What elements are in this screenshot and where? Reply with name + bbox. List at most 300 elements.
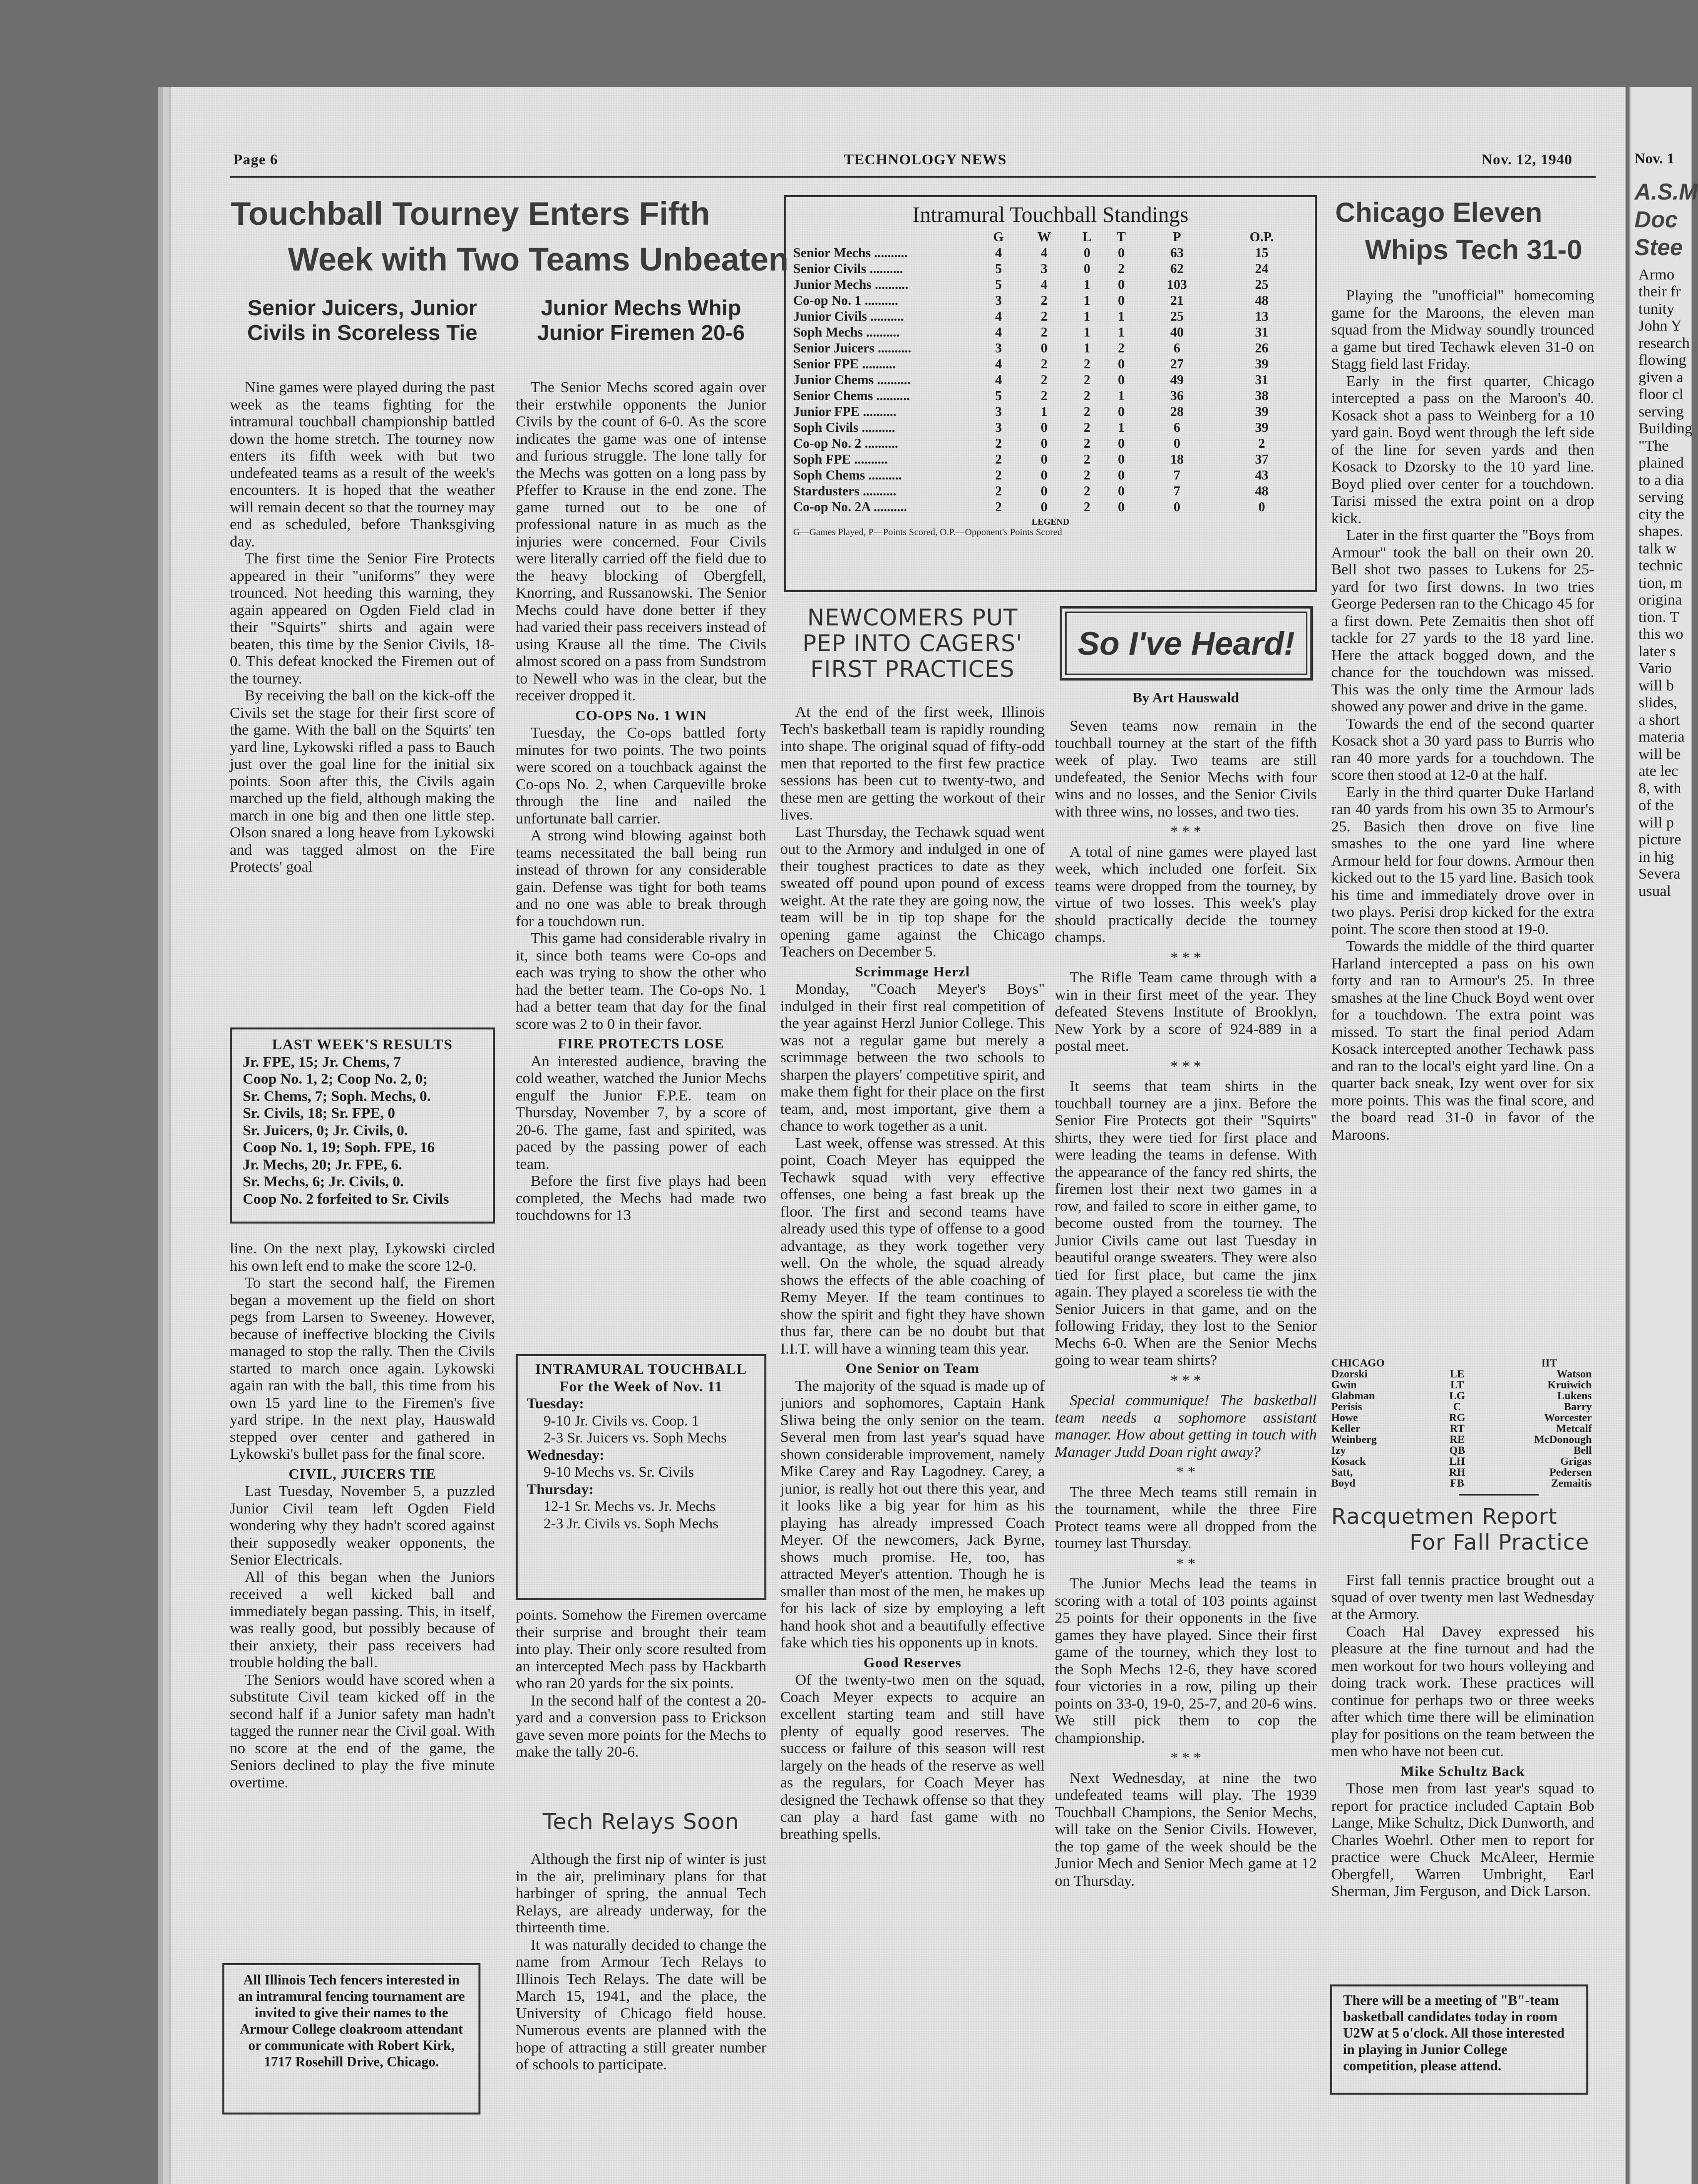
paragraph: It seems that team shirts in the touchball tourney are a jinx. Before the Senior Fire Protects got their "Squirts" shirts, they were tied for first place and were leading the teams in defense. With the appearance of the fancy red shirts, the firemen lost their next two games in a row, and failed to score in either game, to become ousted from the tourney. The Junior Civils came out last Tuesday in beautiful orange sweaters. They were also tied for first place, but came the jinx again. They played a scoreless tie with the Senior Juicers in that game, and on the following Friday, they lost to the Senior Mechs 6-0. When are the Senior Mechs going to wear team shirts? xyxy=(1055,1077,1317,1368)
adjacent-headline: Doc xyxy=(1634,206,1678,232)
stat-cell: 0 xyxy=(1118,356,1125,371)
separator-stars: * * * xyxy=(1170,822,1201,840)
stat-cell: 0 xyxy=(1118,483,1125,498)
game-lineup xyxy=(1331,1358,1592,1489)
stat-cell: 1 xyxy=(1040,404,1048,419)
stat-cell: 0 xyxy=(1118,404,1125,419)
iit-player: Kruiwich xyxy=(1547,1378,1592,1391)
separator-stars: * * xyxy=(1176,1554,1196,1572)
last-weeks-results-box xyxy=(230,1027,495,1224)
chicago-player: Glabman xyxy=(1331,1389,1375,1402)
adjacent-text-line: picture xyxy=(1638,830,1682,848)
paragraph: points. Somehow the Firemen overcame their surprise and brought their team into play. Their only score resulted from an intercepted Mech pass by Hackbarth who ran 20 yards for the six points. xyxy=(516,1606,766,1692)
stat-cell: 38 xyxy=(1255,388,1269,403)
main-headline-line1: Touchball Tourney Enters Fifth xyxy=(231,195,710,232)
fencing-notice-box xyxy=(222,1963,480,2115)
stat-cell: 5 xyxy=(995,261,1002,276)
team-name: Soph Civils .......... xyxy=(793,420,895,435)
stat-cell: 0 xyxy=(1258,499,1265,514)
position: LG xyxy=(1449,1389,1465,1402)
stat-cell: 7 xyxy=(1173,483,1180,498)
adjacent-text-line: this wo xyxy=(1638,625,1684,642)
paragraph: Although the first nip of winter is just in the air, preliminary plans for that harbinger of spring, the annual Tech Relays, are already underway, for the thirteenth time. xyxy=(516,1850,766,1936)
adjacent-headline: Stee xyxy=(1634,234,1683,260)
result-line: Jr. Mechs, 20; Jr. FPE, 6. xyxy=(243,1156,403,1173)
lineup-row xyxy=(1331,1434,1592,1445)
section-subhead: CO-OPS No. 1 WIN xyxy=(575,707,707,724)
adjacent-page xyxy=(1629,87,1698,2184)
stat-cell: 2 xyxy=(1040,293,1048,308)
adjacent-text-line: serving xyxy=(1638,402,1684,420)
team-name: Junior Mechs .......... xyxy=(793,277,909,292)
result-line: Sr. Civils, 18; Sr. FPE, 0 xyxy=(243,1105,395,1121)
stat-cell: 1 xyxy=(1084,341,1090,355)
stat-cell: 1 xyxy=(1084,293,1090,308)
so-ive-heard-title: So I've Heard! xyxy=(1060,606,1313,681)
chicago-player: Perisis xyxy=(1331,1400,1362,1413)
iit-player: Barry xyxy=(1563,1400,1592,1413)
paragraph: Those men from last year's squad to report for practice included Captain Bob Lange, Mike Schultz, Dick Dunworth, and Charles Woehrl. Other men to report for practice were Chuck McAleer, Hermie Obergfell, Warren Umbright, Earl Sherman, Jim Ferguson, and Dick Larson. xyxy=(1331,1779,1594,1900)
standings-row xyxy=(793,483,1308,499)
team-name: Soph Mechs .......... xyxy=(793,325,900,340)
stat-cell: 49 xyxy=(1170,372,1184,387)
team-name: Junior Chems .......... xyxy=(793,372,911,387)
position: RH xyxy=(1449,1466,1466,1478)
paragraph: line. On the next play, Lykowski circled his own left end to make the score 12-0. xyxy=(230,1239,495,1274)
separator-stars: * * * xyxy=(1170,1057,1201,1075)
team-name: Junior Civils .......... xyxy=(793,309,904,324)
chicago-headline-line2: Whips Tech 31-0 xyxy=(1365,234,1582,265)
standings-row xyxy=(793,419,1308,435)
chicago-player: Kosack xyxy=(1331,1455,1366,1467)
stat-cell: 2 xyxy=(1084,452,1090,467)
paragraph: Early in the first quarter, Chicago intercepted a pass on the Maroon's 40. Kosack shot a pass to Weinberg for a 10 yard gain. Boyd went through the left side of the line for seven yards and then Kosack to Dzorsky to the 10 yard line. Boyd plied over center for a touchdown. Tarisi missed the extra point on a drop kick. xyxy=(1331,372,1594,527)
section-subhead: Mike Schultz Back xyxy=(1400,1763,1525,1779)
schedule-game: 2-3 Sr. Juicers vs. Soph Mechs xyxy=(543,1430,727,1446)
tech-relays-headline: Tech Relays Soon xyxy=(543,1809,740,1835)
headline-line: FIRST PRACTICES xyxy=(810,656,1015,682)
adjacent-text-line: in hig xyxy=(1638,847,1674,865)
adjacent-text-line: shapes. xyxy=(1638,522,1684,540)
standings-row xyxy=(793,467,1308,483)
adjacent-text-line: Building xyxy=(1638,419,1693,437)
stat-cell: 2 xyxy=(1084,468,1090,482)
stat-cell: 0 xyxy=(1118,452,1125,467)
adjacent-text-line: city the xyxy=(1638,505,1685,523)
team-name: Soph FPE .......... xyxy=(793,452,888,467)
subhead-line: Junior Firemen 20-6 xyxy=(537,321,745,345)
stat-cell: 36 xyxy=(1170,388,1184,403)
team-name: Senior Chems .......... xyxy=(793,388,910,403)
team-name: Senior FPE .......... xyxy=(793,356,896,371)
paragraph: The Rifle Team came through with a win in their first meet of the year. They defeated Stevens Institute of Brooklyn, New York by a score of 924-889 in a postal meet. xyxy=(1055,968,1317,1054)
lineup-row xyxy=(1331,1467,1592,1478)
chicago-player: Gwin xyxy=(1331,1378,1357,1391)
column-header: G xyxy=(993,229,1004,244)
chicago-player: Boyd xyxy=(1331,1477,1356,1489)
stat-cell: 15 xyxy=(1255,245,1269,260)
stat-cell: 27 xyxy=(1170,356,1184,371)
standings-row xyxy=(793,435,1308,451)
chicago-player: Izy xyxy=(1331,1444,1346,1456)
adjacent-text-line: a short xyxy=(1638,710,1680,728)
stat-cell: 0 xyxy=(1118,499,1125,514)
section-subhead: CIVIL, JUICERS TIE xyxy=(288,1466,436,1482)
adjacent-text-line: research xyxy=(1638,334,1690,351)
schedule-list xyxy=(527,1395,755,1532)
paragraph: Seven teams now remain in the touchball tourney at the start of the fifth week of play. Two teams are still undefeated, the Senior Mechs with four wins and no losses, and the Senior Civils with three wins, no losses, and two ties. xyxy=(1055,717,1317,820)
paragraph: The majority of the squad is made up of juniors and sophomores, Captain Hank Sliwa being the only senior on the team. Several men from last year's squad have shown considerable improvement, namely Mike Carey and Ray Lagodney. Carey, a junior, is really hot out there this year, and it looks like a big year for him as his playing has already impressed Coach Meyer. Of the newcomers, Jack Byrne, shows much promise. He, too, has attracted Meyer's attention. Though he is smaller than most of the men, he makes up for his lack of size by employing a left hand hook shot and a beautifully effective fake which ties his opponents up in knots. xyxy=(780,1376,1045,1651)
stat-cell: 0 xyxy=(1173,499,1180,514)
result-line: Sr. Mechs, 6; Jr. Civils, 0. xyxy=(243,1173,404,1190)
col5-article-a xyxy=(1331,287,1594,1143)
adjacent-text-line: technic xyxy=(1638,556,1683,574)
paragraph: Later in the first quarter the "Boys from Armour" took the ball on their own 20. Bell shot two passes to Lukens for 25-yard for two first downs. In two tries George Pedersen ran to the Chicago 45 for a first down. Pete Zemaitis then shot off tackle for 27 yards to the 18 yard line. Here the attack bogged down, and the chance for the touchdown was missed. This was the only time the Armour lads showed any power and drive in the game. xyxy=(1331,526,1594,715)
stat-cell: 103 xyxy=(1167,277,1187,292)
lineup-row xyxy=(1331,1445,1592,1456)
stat-cell: 40 xyxy=(1170,325,1184,340)
stat-cell: 25 xyxy=(1170,309,1184,324)
paragraph: Last week, offense was stressed. At this point, Coach Meyer has equipped the Techawk squad with very effective offenses, one being a fast break up the floor. The first and second teams have already used this type of offense to a good advantage, as they work together very well. On the whole, the squad already shows the effects of the able coaching of Remy Meyer. If the team continues to show the spirit and fight they have shown thus far, there can be no doubt but that I.I.T. will have a winning team this year. xyxy=(780,1134,1045,1357)
stat-cell: 1 xyxy=(1118,388,1125,403)
racquetmen-headline-line2: For Fall Practice xyxy=(1410,1530,1590,1555)
adjacent-text-line: ate lec xyxy=(1638,762,1679,779)
subhead-line: Senior Juicers, Junior xyxy=(247,296,477,320)
paragraph: The Junior Mechs lead the teams in scoring with a total of 103 points against 25 points for their opponents in the five games they have played. Since their first game of the tourney, which they lost to the Soph Mechs 12-6, they have scored four victories in a row, piling up their points on 33-0, 19-0, 25-7, and 20-6 wins. We still pick them to cop the championship. xyxy=(1055,1574,1317,1746)
adjacent-text-line: materia xyxy=(1638,728,1685,745)
paragraph: All of this began when the Juniors received a well kicked ball and immediately began passing. This, in itself, was really good, but possibly because of their anxiety, their pass receivers had trouble holding the ball. xyxy=(230,1568,495,1671)
paragraph: At the end of the first week, Illinois Tech's basketball team is rapidly rounding into shape. The original squad of fifty-odd men that reported to the first few practice sessions has been cut to twenty-two, and these men are getting the workout of their lives. xyxy=(780,703,1045,823)
chicago-player: Dzorski xyxy=(1331,1367,1368,1380)
stat-cell: 1 xyxy=(1084,277,1090,292)
paragraph: In the second half of the contest a 20-yard and a conversion pass to Erickson gave seven more points for the Mechs to make the tally 20-6. xyxy=(516,1691,766,1760)
paragraph: Coach Hal Davey expressed his pleasure at the fine turnout and had the men workout for two hours volleying and doing track work. These practices will continue for perhaps two or three weeks after which time there will be elimination play for positions on the team between the men who have not been cut. xyxy=(1331,1622,1594,1760)
col2-subhead xyxy=(516,296,766,345)
standings-title: Intramural Touchball Standings xyxy=(912,203,1189,227)
result-line: Coop No. 1, 19; Soph. FPE, 16 xyxy=(243,1139,435,1156)
column-header: L xyxy=(1082,229,1091,244)
standings-table xyxy=(793,229,1308,515)
adjacent-text-line: talk w xyxy=(1638,539,1677,557)
team-name: Senior Civils .......... xyxy=(793,261,903,276)
adjacent-text-line: slides, xyxy=(1638,693,1678,711)
stat-cell: 3 xyxy=(995,341,1002,355)
schedule-title: INTRAMURAL TOUCHBALL xyxy=(535,1361,747,1377)
adjacent-page-date: Nov. 1 xyxy=(1634,150,1675,167)
standings-row xyxy=(793,451,1308,467)
divider xyxy=(1459,1494,1539,1496)
schedule-day: Tuesday: xyxy=(527,1395,584,1412)
adjacent-text-line: plained xyxy=(1638,454,1684,471)
paragraph: First fall tennis practice brought out a squad of over twenty men last Wednesday at the Armory. xyxy=(1331,1571,1594,1623)
stat-cell: 18 xyxy=(1170,452,1184,467)
stat-cell: 2 xyxy=(1084,483,1090,498)
results-title: LAST WEEK'S RESULTS xyxy=(272,1036,453,1053)
stat-cell: 2 xyxy=(1040,325,1048,340)
col1-article-b xyxy=(230,1240,495,1791)
subhead-line: Civils in Scoreless Tie xyxy=(247,321,477,345)
position: C xyxy=(1453,1400,1461,1413)
iit-player: Lukens xyxy=(1557,1389,1592,1402)
standings-row xyxy=(793,324,1308,340)
result-line: Coop No. 2 forfeited to Sr. Civils xyxy=(243,1190,449,1207)
separator-stars: * * * xyxy=(1170,948,1201,966)
paragraph: It was naturally decided to change the name from Armour Tech Relays to Illinois Tech Relays. The date will be March 15, 1941, and the place, the University of Chicago field house. Numerous events are planned with the hope of attracting a still greater number of schools to participate. xyxy=(516,1935,766,2073)
stat-cell: 13 xyxy=(1255,309,1269,324)
stat-cell: 0 xyxy=(1040,483,1048,498)
stat-cell: 0 xyxy=(1040,452,1048,467)
page-number: Page 6 xyxy=(233,151,278,168)
subhead-line: Junior Mechs Whip xyxy=(541,296,742,320)
section-subhead: Good Reserves xyxy=(863,1654,962,1671)
position: FB xyxy=(1450,1477,1464,1489)
main-headline-line2: Week with Two Teams Unbeaten xyxy=(288,241,789,277)
chicago-headline-line1: Chicago Eleven xyxy=(1335,197,1543,228)
stat-cell: 2 xyxy=(1118,341,1125,355)
lineup-row xyxy=(1331,1368,1592,1379)
stat-cell: 39 xyxy=(1255,356,1269,371)
paragraph: Monday, "Coach Meyer's Boys" indulged in their first real competition of the year against Herzl Junior College. This was not a regular game but merely a scrimmage between the two schools to sharpen the players' competitive spirit, and make them fight for their place on the first team, and, most important, give them a chance to work together as a unit. xyxy=(780,980,1045,1134)
position: RT xyxy=(1449,1422,1465,1434)
separator-stars: * * xyxy=(1176,1463,1196,1480)
paragraph: Of the twenty-two men on the squad, Coach Meyer expects to acquire an excellent starting team and still have plenty of equally good reserves. The success or failure of this season will rest largely on the heads of the reserve as well as the regulars, for Coach Meyer has designed the Techawk offense so that they can play a hard fast game with no breathing spells. xyxy=(780,1671,1045,1843)
adjacent-text-line: John Y xyxy=(1638,317,1682,334)
team-name: Co-op No. 1 .......... xyxy=(793,293,898,308)
stat-cell: 2 xyxy=(1084,388,1090,403)
result-line: Sr. Juicers, 0; Jr. Civils, 0. xyxy=(243,1122,408,1139)
stat-cell: 2 xyxy=(1040,372,1048,387)
header-rule xyxy=(230,176,1596,178)
lineup-row xyxy=(1331,1379,1592,1390)
standings-row xyxy=(793,356,1308,372)
paragraph: The Seniors would have scored when a substitute Civil team kicked off in the second half if a Junior safety man hadn't tagged the runner near the Civil goal. With no score at the end of the game, the Seniors declined to play the five minute overtime. xyxy=(230,1670,495,1791)
issue-date: Nov. 12, 1940 xyxy=(1482,151,1573,168)
standings-row xyxy=(793,276,1308,292)
col1-article-a xyxy=(230,379,495,876)
iit-player: Pedersen xyxy=(1549,1466,1592,1478)
results-list xyxy=(243,1054,482,1208)
stat-cell: 39 xyxy=(1255,420,1269,435)
stat-cell: 0 xyxy=(1118,468,1125,482)
stat-cell: 3 xyxy=(995,420,1002,435)
team-name: Senior Juicers .......... xyxy=(793,341,911,355)
adjacent-text-line: will b xyxy=(1638,676,1674,694)
position: RE xyxy=(1449,1433,1465,1445)
adjacent-text-line: usual xyxy=(1638,882,1671,899)
stat-cell: 4 xyxy=(1040,245,1048,260)
stat-cell: 1 xyxy=(1118,325,1125,340)
stat-cell: 3 xyxy=(995,404,1002,419)
adjacent-text-line: of the xyxy=(1638,796,1674,814)
team-name: Junior FPE .......... xyxy=(793,404,897,419)
chicago-player: Weinberg xyxy=(1331,1433,1377,1445)
stat-cell: 3 xyxy=(995,293,1002,308)
adjacent-text-line: tunity xyxy=(1638,299,1675,317)
iit-player: Worcester xyxy=(1544,1411,1592,1424)
fencing-notice: All Illinois Tech fencers interested in an intramural fencing tournament are invited to give their names to the Armour College cloakroom attendant or communicate with Robert Kirk, 1717 Rosehill Drive, Chicago. xyxy=(238,1973,465,2070)
adjacent-text-line: later s xyxy=(1638,642,1676,660)
col2-article-a xyxy=(516,379,766,1224)
stat-cell: 6 xyxy=(1173,341,1180,355)
paragraph: Tuesday, the Co-ops battled forty minutes for two points. The two points were scored on a touchback against the Co-ops No. 2, when Carqueville broke through the line and nailed the unfortunate ball carrier. xyxy=(516,724,766,827)
column-header: W xyxy=(1037,229,1051,244)
stat-cell: 48 xyxy=(1255,483,1269,498)
adjacent-text-line: origina xyxy=(1638,591,1682,608)
team-name: Co-op No. 2 .......... xyxy=(793,436,898,451)
stat-cell: 2 xyxy=(1118,261,1125,276)
standings-row xyxy=(793,340,1308,356)
paragraph: Towards the middle of the third quarter Harland intercepted a pass on his own forty and ran to Armour's 25. In three smashes at the line Chuck Boyd went over for a touchdown. The extra point was missed. To start the final period Adam Kosack intercepted another Techawk pass and ran to the local's eight yard line. On a quarter back sneak, Izy went over for six more points. This was the final score, and the board read 31-0 in favor of the Maroons. xyxy=(1331,937,1594,1143)
stat-cell: 4 xyxy=(995,325,1002,340)
stat-cell: 21 xyxy=(1170,293,1184,308)
stat-cell: 2 xyxy=(995,452,1002,467)
standings-row xyxy=(793,261,1308,276)
col4-column xyxy=(1055,717,1317,1889)
adjacent-text-line: will be xyxy=(1638,745,1681,762)
chicago-player: Keller xyxy=(1331,1422,1360,1434)
result-line: Sr. Chems, 7; Soph. Mechs, 0. xyxy=(243,1088,431,1104)
position: QB xyxy=(1449,1444,1465,1456)
adjacent-text xyxy=(1630,266,1692,900)
stat-cell: 2 xyxy=(1084,356,1090,371)
paragraph: Early in the third quarter Duke Harland ran 40 yards from his own 35 to Armour's 25. Basich then drove on five line smashes to the one yard line where Armour held for four downs. Armour then kicked out to the 15 yard line. Basich took his time and immediately drove over in two plays. Perisi drop kicked for the extra point. The score then stood at 19-0. xyxy=(1331,783,1594,938)
adjacent-text-line: serving xyxy=(1638,488,1684,505)
stat-cell: 3 xyxy=(1040,261,1048,276)
newcomers-headline xyxy=(780,605,1045,682)
adjacent-text-line: to a dia xyxy=(1638,471,1684,488)
stat-cell: 7 xyxy=(1173,468,1180,482)
stat-cell: 62 xyxy=(1170,261,1184,276)
stat-cell: 5 xyxy=(995,277,1002,292)
section-subhead: FIRE PROTECTS LOSE xyxy=(557,1036,725,1052)
standings-row xyxy=(793,499,1308,515)
adjacent-text-line: floor cl xyxy=(1638,385,1684,403)
iit-player: Watson xyxy=(1557,1367,1592,1380)
lineup-row xyxy=(1331,1401,1592,1412)
adjacent-text-line: Armo xyxy=(1638,265,1675,283)
lineup-home-team: CHICAGO xyxy=(1331,1357,1385,1369)
paragraph: Last Thursday, the Techawk squad went out to the Armory and indulged in one of their toughest practices to date as they sweated off pound upon pound of excess weight. At the rate they are going now, the team will be in tip top shape for the opening game against the Chicago Teachers on December 5. xyxy=(780,822,1045,960)
result-line: Coop No. 1, 2; Coop No. 2, 0; xyxy=(243,1071,428,1087)
racquetmen-headline-line1: Racquetmen Report xyxy=(1331,1504,1558,1529)
stat-cell: 2 xyxy=(1084,420,1090,435)
result-line: Jr. FPE, 15; Jr. Chems, 7 xyxy=(243,1053,401,1070)
stat-cell: 0 xyxy=(1118,245,1125,260)
stat-cell: 4 xyxy=(995,372,1002,387)
section-subhead: One Senior on Team xyxy=(845,1361,980,1376)
stat-cell: 0 xyxy=(1118,277,1125,292)
stat-cell: 1 xyxy=(1118,420,1125,435)
iit-player: Bell xyxy=(1573,1444,1592,1456)
paragraph: Playing the "unofficial" homecoming game for the Maroons, the eleven man squad from the Midway soundly trounced a game but tired Techawk eleven 31-0 on Stagg field last Friday. xyxy=(1331,286,1594,372)
standings-table-box xyxy=(784,195,1317,592)
stat-cell: 0 xyxy=(1040,420,1048,435)
stat-cell: 24 xyxy=(1255,261,1269,276)
newspaper-name: TECHNOLOGY NEWS xyxy=(844,151,1007,168)
stat-cell: 1 xyxy=(1118,309,1125,324)
paragraph: Next Wednesday, at nine the two undefeated teams will play. The 1939 Touchball Champions, the Senior Mechs, will take on the Senior Civils. However, the top game of the week should be the Junior Mech and Senior Mech game at 12 on Thursday. xyxy=(1055,1769,1317,1889)
stat-cell: 2 xyxy=(995,499,1002,514)
paragraph: Towards the end of the second quarter Kosack shot a 30 yard pass to Burris who ran 40 more yards for a touchdown. The score then stood at 12-0 at the half. xyxy=(1331,714,1594,783)
column-header: P xyxy=(1173,229,1181,244)
col2-article-b xyxy=(516,1606,766,1761)
paragraph: The Senior Mechs scored again over their erstwhile opponents the Junior Civils by the count of 6-0. As the score indicates the game was one of intense and furious struggle. The lone tally for the Mechs was gotten on a long pass by Pfeffer to Krause in the end zone. The game turned out to be one of professional nature in as much as the injuries were concerned. Four Civils were literally carried off the field due to the heavy blocking of Obergfell, Knorring, and Russanowski. The Senior Mechs could have done better if they had varied their pass receivers instead of using Krause all the time. The Civils almost scored on a pass from Sundstrom to Newell who was in the clear, but the receiver dropped it. xyxy=(516,378,766,704)
chicago-player: Howe xyxy=(1331,1411,1358,1424)
chicago-player: Satt, xyxy=(1331,1466,1353,1478)
stat-cell: 31 xyxy=(1255,325,1269,340)
col3-article xyxy=(780,703,1045,1843)
col5-article-b xyxy=(1331,1571,1594,1900)
paragraph: An interested audience, braving the cold weather, watched the Junior Mechs engulf the Junior F.P.E. team on Thursday, November 7, by a score of 20-6. The game, fast and spirited, was paced by the passing power of each team. xyxy=(516,1052,766,1172)
stat-cell: 0 xyxy=(1118,436,1125,451)
stat-cell: 4 xyxy=(995,245,1002,260)
standings-row xyxy=(793,404,1308,419)
legend-title: LEGEND xyxy=(1031,517,1070,527)
col1-subhead xyxy=(230,296,495,345)
standings-row xyxy=(793,388,1308,404)
schedule-day: Thursday: xyxy=(527,1481,594,1498)
lineup-row xyxy=(1331,1412,1592,1423)
stat-cell: 2 xyxy=(1084,436,1090,451)
stat-cell: 4 xyxy=(995,356,1002,371)
team-name: Co-op No. 2A .......... xyxy=(793,499,907,514)
stat-cell: 2 xyxy=(1084,372,1090,387)
headline-line: PEP INTO CAGERS' xyxy=(802,630,1023,657)
team-name: Senior Mechs .......... xyxy=(793,245,908,260)
schedule-game: 12-1 Sr. Mechs vs. Jr. Mechs xyxy=(543,1498,716,1514)
stat-cell: 39 xyxy=(1255,404,1269,419)
stat-cell: 28 xyxy=(1170,404,1184,419)
col2-article-c xyxy=(516,1850,766,2073)
stat-cell: 6 xyxy=(1173,420,1180,435)
adjacent-text-line: given a xyxy=(1638,368,1684,386)
stat-cell: 2 xyxy=(1258,436,1265,451)
standings-row xyxy=(793,292,1308,308)
iit-player: Grigas xyxy=(1560,1455,1592,1467)
adjacent-text-line: 8, with xyxy=(1638,779,1682,797)
stat-cell: 2 xyxy=(995,483,1002,498)
stat-cell: 2 xyxy=(1040,356,1048,371)
adjacent-text-line: Severa xyxy=(1638,865,1681,882)
paragraph: Nine games were played during the past week as the teams fighting for the intramural touchball championship battled down the home stretch. The tourney now enters its fifth week with but two undefeated teams as a result of the week's encounters. It is hoped that the weather will remain decent so that the tourney may end as scheduled, before Thanksgiving day. xyxy=(230,378,495,550)
stat-cell: 4 xyxy=(995,309,1002,324)
iit-player: McDonough xyxy=(1534,1433,1592,1445)
paragraph: A total of nine games were played last week, which included one forfeit. Six teams were dropped from the tourney, by virtue of two losses. This week's play should practically decide the tourney champs. xyxy=(1055,842,1317,946)
schedule-game: 9-10 Jr. Civils vs. Coop. 1 xyxy=(543,1412,699,1429)
standings-row xyxy=(793,245,1308,261)
stat-cell: 2 xyxy=(1084,499,1090,514)
stat-cell: 0 xyxy=(1040,341,1048,355)
schedule-game: 9-10 Mechs vs. Sr. Civils xyxy=(543,1464,694,1480)
schedule-week: For the Week of Nov. 11 xyxy=(559,1378,723,1395)
position: LE xyxy=(1450,1367,1465,1380)
stat-cell: 26 xyxy=(1255,341,1269,355)
column-header: O.P. xyxy=(1249,229,1274,244)
standings-row xyxy=(793,372,1308,388)
stat-cell: 63 xyxy=(1170,245,1184,260)
lineup-away-team: IIT xyxy=(1541,1357,1557,1369)
stat-cell: 0 xyxy=(1173,436,1180,451)
stat-cell: 43 xyxy=(1255,468,1269,482)
stat-cell: 2 xyxy=(1040,309,1048,324)
stat-cell: 0 xyxy=(1040,499,1048,514)
lineup-row xyxy=(1331,1423,1592,1434)
stat-cell: 4 xyxy=(1040,277,1048,292)
stat-cell: 2 xyxy=(995,436,1002,451)
schedule-game: 2-3 Jr. Civils vs. Soph Mechs xyxy=(543,1515,719,1532)
standings-row xyxy=(793,308,1308,324)
paragraph: Before the first five plays had been completed, the Mechs had made two touchdowns for 13 xyxy=(516,1172,766,1224)
